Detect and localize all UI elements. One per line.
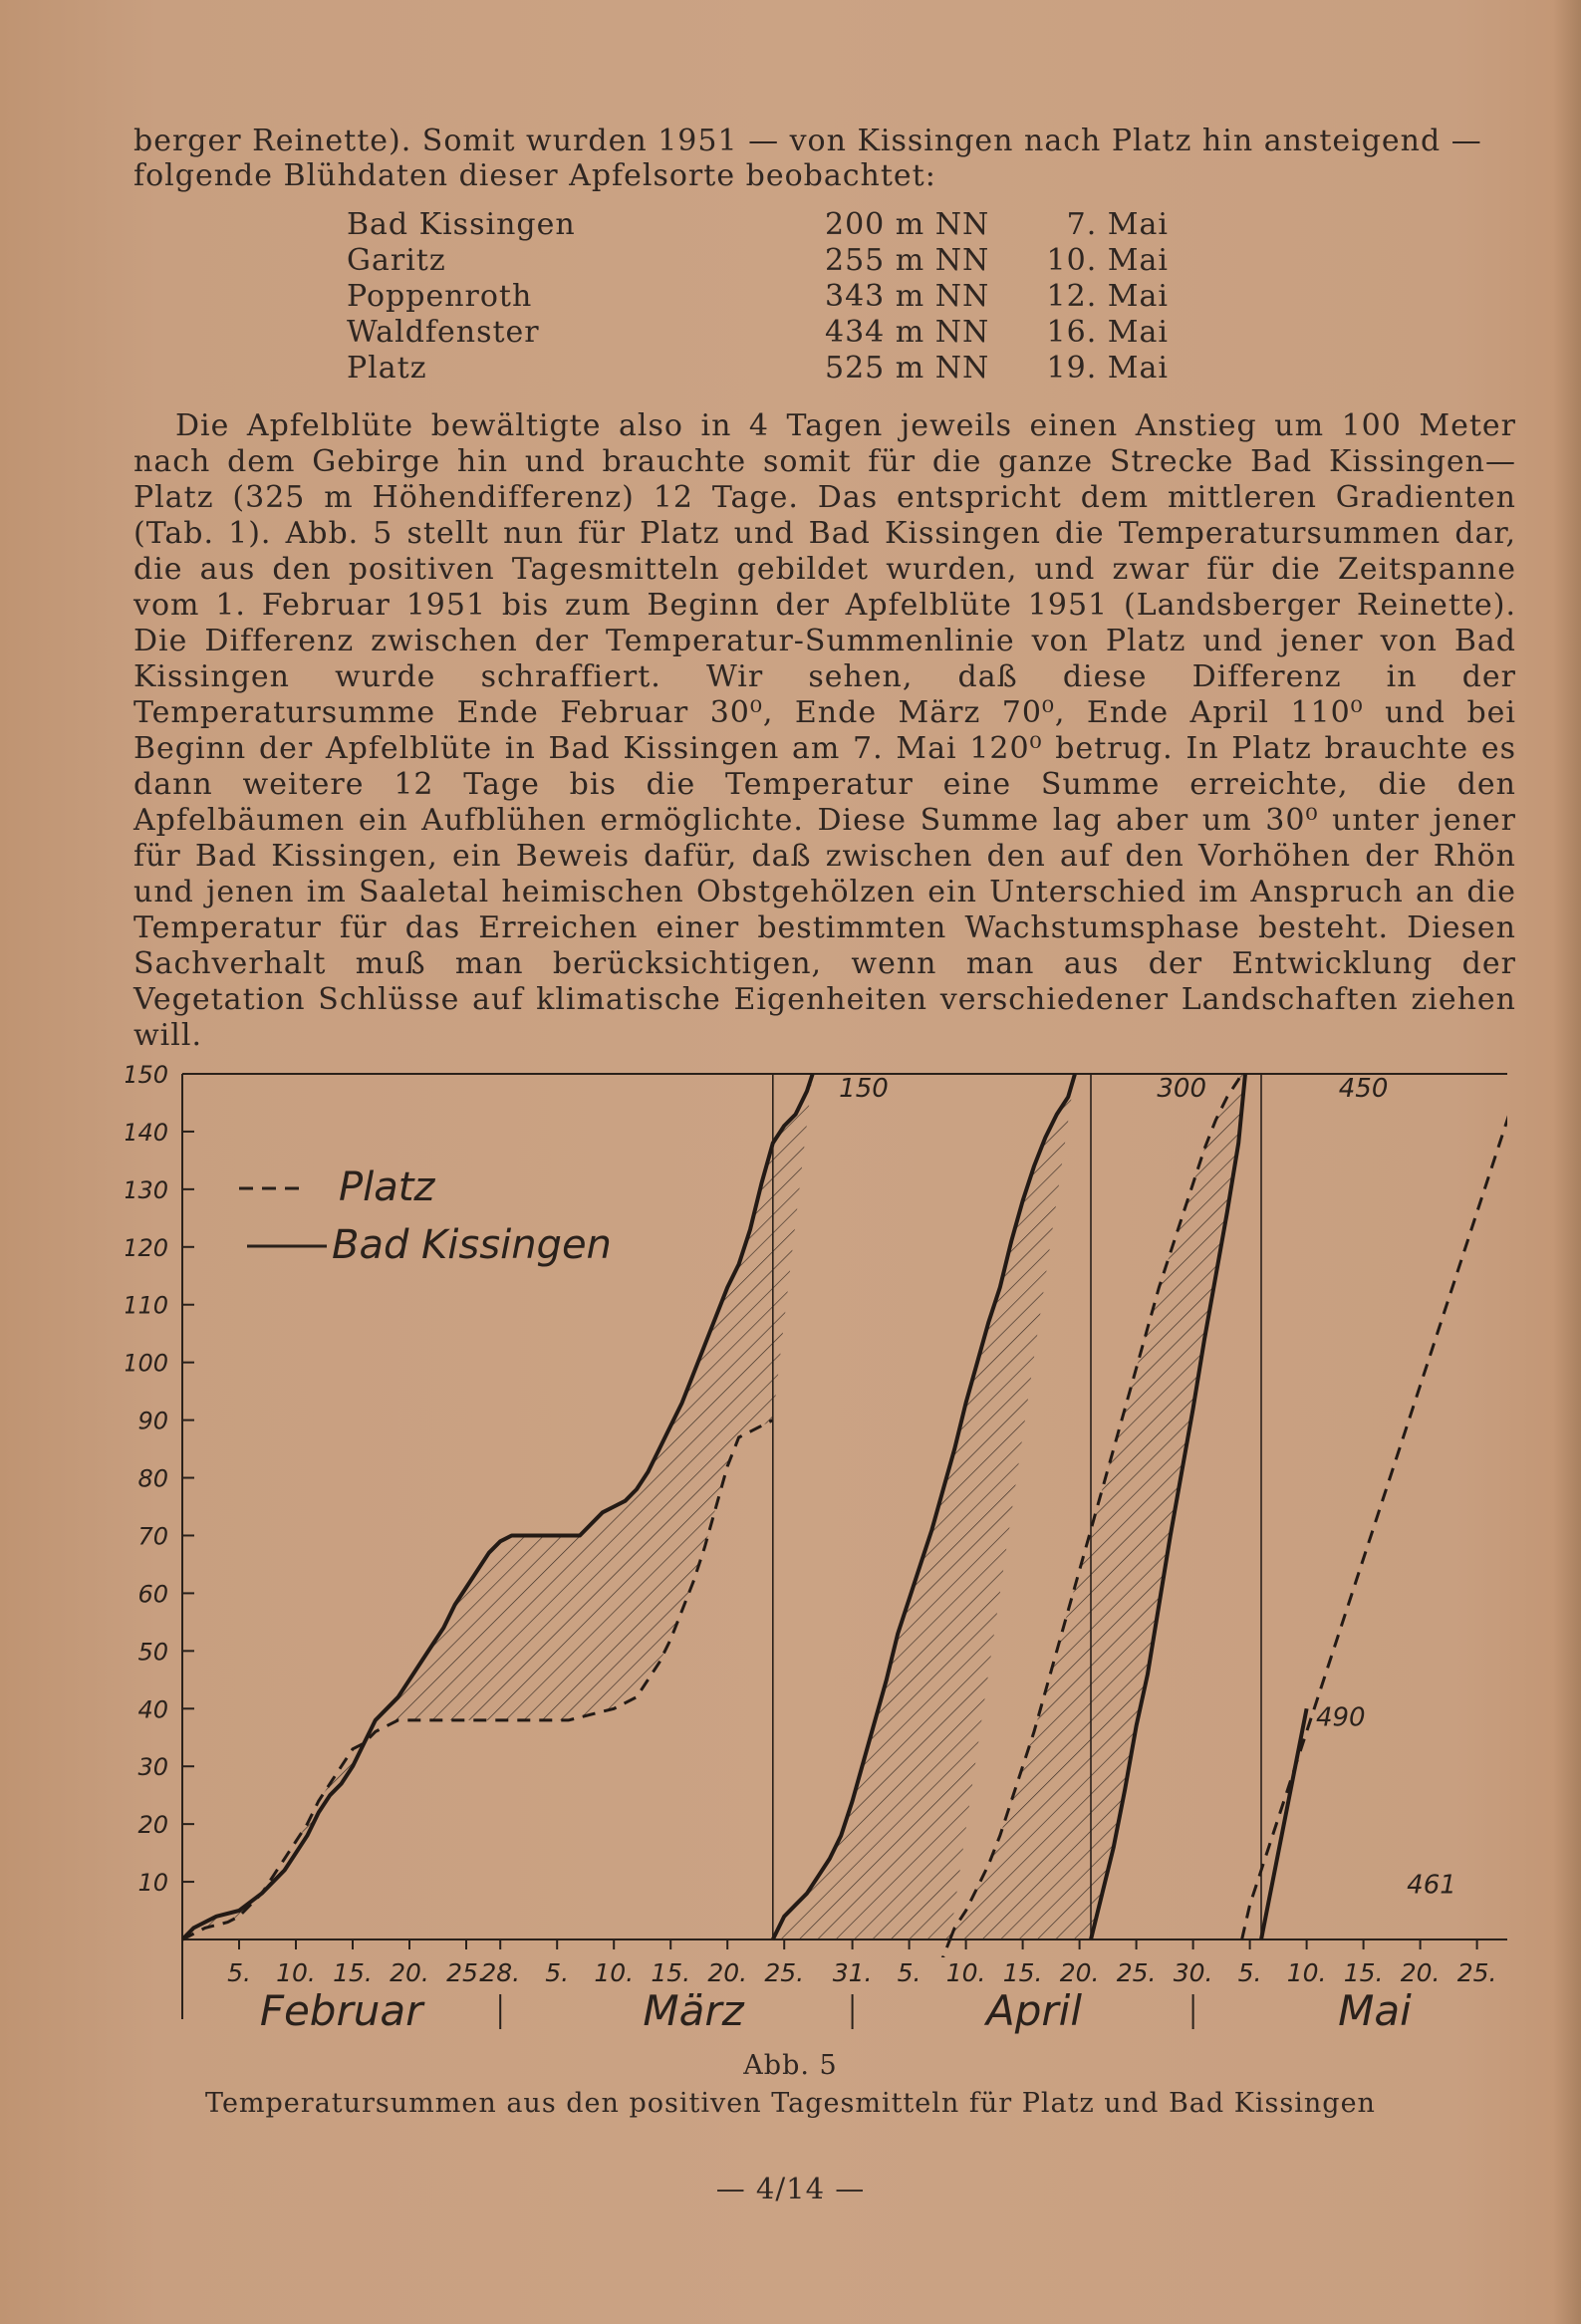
body-text [133,408,1516,1054]
location-cell: Bad Kissingen [347,207,576,242]
table-row [347,279,1169,315]
x-tick-label: 10. [276,1958,316,1987]
location-cell: Garitz [347,243,446,278]
x-tick-label: 25. [1456,1958,1497,1987]
value-annotation: 300 [1157,1074,1207,1105]
x-tick-label: 5. [227,1958,251,1987]
date-cell: 7. Mai [1066,207,1169,242]
x-tick-label: 30. [1173,1958,1213,1987]
chart-svg [126,1056,1520,2042]
body-paragraph: Die Apfelblüte bewältigte also in 4 Tagen jeweils einen Anstieg um 100 Meter nach dem Gebirge hin und brauchte somit für die ganze Strecke Bad Kissingen—Platz (325 m Höhendifferenz) 12 Tage. Das entspricht dem mittleren Gradienten (Tab. 1). Abb. 5 stellt nun für Platz und Bad Kissingen die Temperatursummen dar, die aus den positiven Tagesmitteln gebildet wurden, und zwar für die Zeitspanne vom 1. Februar 1951 bis zum Beginn der Apfelblüte 1951 (Landsberger Reinette). Die Differenz zwischen der Temperatur-Summenlinie von Platz und jener von Bad Kissingen wurde schraffiert. Wir sehen, daß diese Differenz in der Temperatursumme Ende Februar 30⁰, Ende März 70⁰, Ende April 110⁰ und bei Beginn der Apfelblüte in Bad Kissingen am 7. Mai 120⁰ betrug. In Platz brauchte es dann weitere 12 Tage bis die Temperatur eine Summe erreichte, die den Apfelbäumen ein Aufblühen ermöglichte. Diese Summe lag aber um 30⁰ unter jener für Bad Kissingen, ein Beweis dafür, daß zwischen den auf den Vorhöhen der Rhön und jenen im Saaletal heimischen Obstgehölzen ein Unterschied im Anspruch an die Temperatur für das Erreichen einer bestimmten Wachstumsphase besteht. Diesen Sachverhalt muß man berücksichtigen, wenn man aus der Entwicklung der Vegetation Schlüsse auf klimatische Eigenheiten verschiedener Landschaften ziehen will. [133,408,1516,1053]
page-number: — 4/14 — [715,2172,866,2205]
y-tick-label: 10 [137,1869,168,1898]
chart-legend [239,1164,612,1268]
elevation-cell: 434 m NN [825,315,990,350]
y-tick-label: 110 [126,1291,168,1320]
elevation-cell: 525 m NN [825,351,990,386]
x-tick-label: 10. [945,1958,986,1987]
location-cell: Platz [347,351,427,386]
y-tick-label: 70 [137,1522,168,1551]
y-tick-label: 140 [126,1118,168,1147]
month-label: Mai [1338,1986,1412,2035]
y-tick-label: 80 [137,1464,168,1493]
y-tick-label: 50 [137,1638,168,1667]
month-label: März [643,1986,744,2035]
intro-text [133,124,1518,193]
bloom-date-table [347,207,1169,387]
elevation-cell: 255 m NN [825,243,990,278]
intro-line: berger Reinette). Somit wurden 1951 — von Kissingen nach Platz hin ansteigend — [133,124,1482,158]
x-tick-label: 20. [390,1958,429,1987]
table-row [347,351,1169,387]
table-row [347,243,1169,279]
table-row [347,207,1169,243]
figure-caption-number: Abb. 5 [743,2050,838,2081]
bad-kissingen-line [1261,1708,1307,1939]
x-tick-label: 15. [1343,1958,1384,1987]
x-tick-label: 5. [1237,1958,1262,1987]
platz-line [773,1939,950,2042]
y-tick-label: 120 [126,1233,168,1262]
value-annotation: 461 [1407,1870,1456,1901]
y-tick-label: 60 [137,1580,168,1609]
x-tick-label: 25. [1116,1958,1157,1987]
hatched-difference-region [182,1074,813,1939]
y-tick-label: 40 [137,1695,168,1724]
x-tick-label: 5. [545,1958,570,1987]
y-tick-label: 90 [137,1407,168,1435]
x-tick-label: 28. [480,1958,521,1987]
month-label: April [986,1986,1082,2035]
x-tick-label: 20. [707,1958,748,1987]
x-tick-label: 15. [333,1958,373,1987]
elevation-cell: 343 m NN [825,279,990,314]
platz-line [1242,1074,1519,1939]
x-tick-label: 31. [832,1958,873,1987]
table-row [347,315,1169,351]
location-cell: Poppenroth [347,279,533,314]
legend-platz-label: Platz [339,1164,435,1210]
y-tick-label: 130 [126,1175,168,1204]
date-cell: 10. Mai [1046,243,1169,278]
legend-kissingen-label: Bad Kissingen [332,1222,612,1268]
value-annotation: 450 [1338,1074,1389,1105]
x-tick-label: 5. [897,1958,922,1987]
page-edge-shadow [1553,0,1581,2324]
bad-kissingen-line [182,1074,813,1939]
x-tick-label: 20. [1059,1958,1100,1987]
y-tick-label: 150 [126,1061,168,1089]
y-tick-label: 20 [137,1811,168,1840]
date-cell: 19. Mai [1046,351,1169,386]
date-cell: 12. Mai [1046,279,1169,314]
intro-line: folgende Blühdaten dieser Apfelsorte beobachtet: [133,158,936,193]
x-tick-label: 25. [764,1958,805,1987]
x-tick-label: 10. [594,1958,635,1987]
x-tick-label: 15. [1002,1958,1043,1987]
y-tick-label: 30 [137,1753,168,1782]
value-annotation: 150 [839,1074,889,1105]
date-cell: 16. Mai [1046,315,1169,350]
location-cell: Waldfenster [347,315,540,350]
x-tick-label: 25. [446,1958,486,1987]
temperature-sum-chart [126,1056,1520,2046]
month-label: Februar [259,1986,423,2035]
value-annotation: 490 [1315,1702,1366,1733]
elevation-cell: 200 m NN [825,207,990,242]
y-tick-label: 100 [126,1349,168,1378]
x-tick-label: 15. [651,1958,691,1987]
x-tick-label: 10. [1286,1958,1327,1987]
x-tick-label: 20. [1400,1958,1441,1987]
figure-caption-text: Temperatursummen aus den positiven Tagesmitteln für Platz und Bad Kissingen [205,2088,1376,2119]
